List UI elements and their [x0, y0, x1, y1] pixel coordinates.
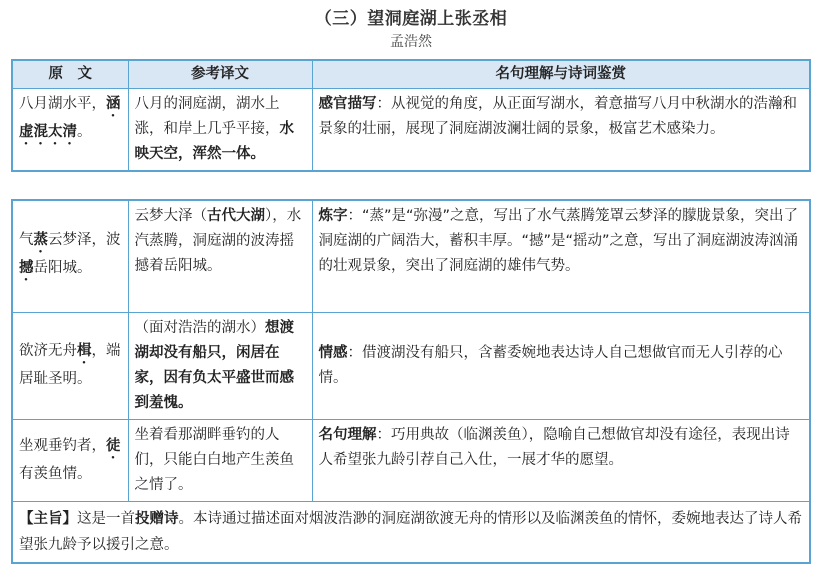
translation-cell: 坐着看那湖畔垂钓的人们，只能白白地产生羡鱼之情了。	[128, 419, 312, 501]
translation-text: ），水汽蒸腾，洞庭湖的波涛摇撼着岳阳城。	[134, 208, 302, 274]
appreciation-label: 情感	[318, 344, 348, 361]
appreciation-cell	[312, 419, 810, 501]
poem-table-bottom	[11, 199, 811, 564]
header-translation: 参考译文	[128, 60, 312, 89]
original-emphasis: 徒	[106, 437, 121, 454]
appreciation-text: ：从视觉的角度，从正面写湖水，着意描写八月中秋湖水的浩瀚和景象的壮丽，展现了洞庭湖波澜壮阔的景象，极富艺术感染力。	[318, 96, 797, 137]
original-text: 八月湖水平，	[19, 96, 106, 112]
table-header-row	[12, 60, 810, 89]
summary-row	[12, 501, 810, 563]
summary-cell	[12, 501, 810, 563]
appreciation-text: ：巧用典故（临渊羡鱼），隐喻自己想做官却没有途径，表现出诗人希望张九龄引荐自己入仕，一展才华的愿望。	[318, 426, 790, 468]
summary-text: 。本诗通过描述面对烟波浩渺的洞庭湖欲渡无舟的情形以及临渊羡鱼的情怀，委婉地表达了诗人希望张九龄予以援引之意。	[19, 510, 802, 553]
appreciation-cell	[312, 312, 810, 419]
original-emphasis: 撼	[19, 260, 34, 277]
original-emphasis: 涵虚混太清	[19, 96, 121, 140]
appreciation-cell	[312, 89, 810, 172]
original-cell	[12, 89, 128, 172]
original-text: 有羡鱼情。	[19, 465, 92, 482]
original-text: 气	[19, 232, 34, 249]
translation-emphasis: 古代大湖	[207, 208, 265, 224]
header-appreciation: 名句理解与诗词鉴赏	[312, 60, 810, 89]
translation-emphasis: 想渡湖却没有船只，闲居在家，因有负太平盛世而感到羞愧。	[134, 319, 294, 411]
appreciation-text: ：借渡湖没有船只，含蓄委婉地表达诗人自己想做官而无人引荐的心情。	[318, 344, 783, 386]
original-text: ，端居耻圣明。	[19, 343, 121, 387]
summary-emphasis: 投赠诗	[135, 510, 179, 527]
poem-author: 孟浩然	[390, 34, 432, 50]
translation-cell	[128, 89, 312, 172]
translation-text: 云梦大泽（	[134, 208, 207, 224]
original-cell	[12, 419, 128, 501]
translation-cell	[128, 312, 312, 419]
appreciation-label: 感官描写	[318, 96, 377, 112]
table-row	[12, 89, 810, 172]
original-text: 岳阳城。	[33, 260, 92, 277]
poem-title: （三）望洞庭湖上张丞相	[314, 9, 508, 29]
original-cell	[12, 200, 128, 312]
original-text: 欲济无舟	[19, 343, 77, 359]
header-original: 原 文	[12, 60, 128, 89]
translation-text: 八月的洞庭湖，湖水上涨，和岸上几乎平接，	[134, 96, 280, 137]
appreciation-label: 名句理解	[318, 426, 377, 443]
original-text: 。	[77, 124, 92, 140]
original-cell	[12, 312, 128, 419]
table-row	[12, 200, 810, 312]
table-row	[12, 312, 810, 419]
table-row	[12, 419, 810, 501]
translation-text: （面对浩浩的湖水）	[134, 319, 265, 336]
poem-table-top	[11, 59, 811, 172]
original-emphasis: 蒸	[33, 232, 48, 249]
summary-label: 【主旨】	[19, 510, 77, 527]
original-emphasis: 楫	[77, 343, 92, 359]
translation-emphasis: 水映天空，浑然一体。	[134, 121, 294, 162]
appreciation-text: ：“蒸”是“弥漫”之意，写出了水气蒸腾笼罩云梦泽的朦胧景象，突出了洞庭湖的广阔浩大，蓄积丰厚。“撼”是“摇动”之意，写出了洞庭湖波涛汹涌的壮观景象，突出了洞庭湖的雄伟气势。	[318, 208, 799, 274]
original-text: 坐观垂钓者，	[19, 437, 106, 454]
appreciation-cell	[312, 200, 810, 312]
appreciation-label: 炼字	[318, 208, 348, 224]
summary-text: 这是一首	[77, 510, 135, 527]
translation-cell	[128, 200, 312, 312]
original-text: 云梦泽，波	[48, 232, 121, 249]
